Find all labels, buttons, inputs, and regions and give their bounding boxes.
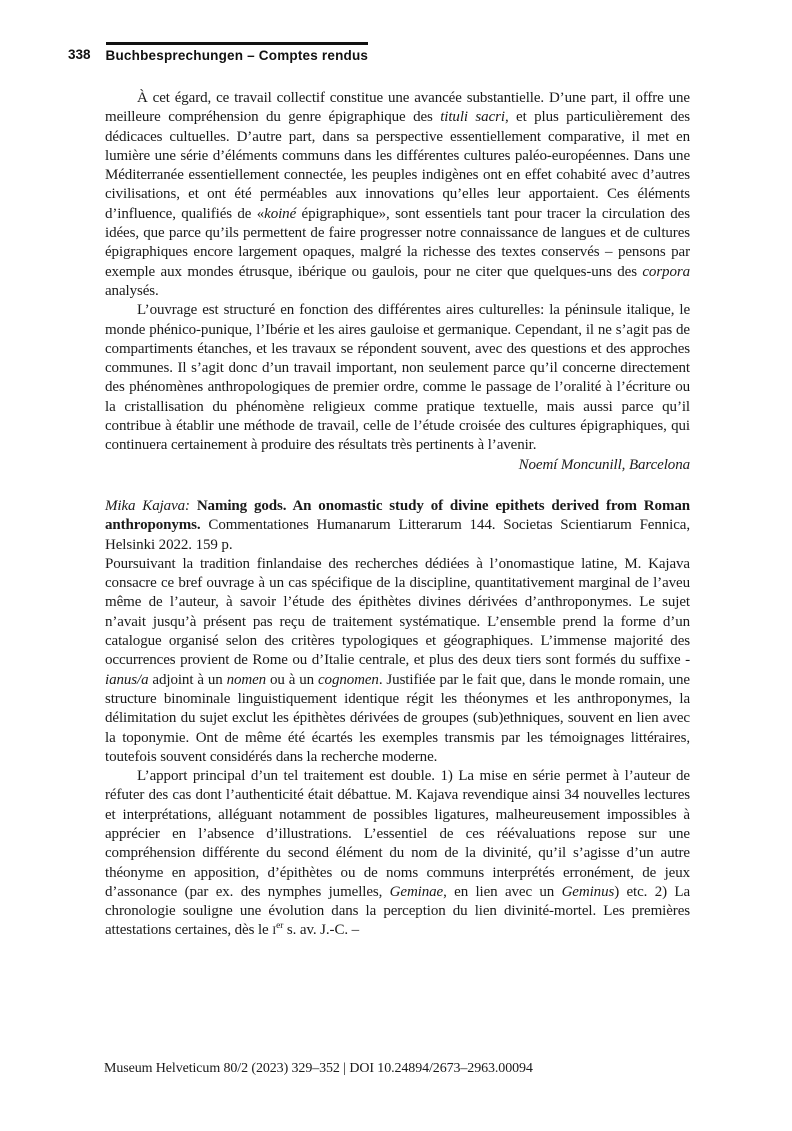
text-segment: er [276, 921, 284, 932]
review2-paragraph-1 [105, 555, 690, 767]
text-segment: L’ouvrage est structuré en fonction des différentes aires culturelles: la péninsule italique, le monde phénico-punique, l’Ibérie et les aires gauloise et germanique. Cependant, il ne s’agit pas de compartiments étanches, et les travaux se répondent souvent, avec des questions et des approches communes. Il s’agit donc d’un travail important, non seulement parce qu’il concerne directement des phénomènes anthropologiques de premier ordre, comme le passage de l’oralité à l’écriture ou la cristallisation du phénomène religieux comme pratique textuelle, mais aussi parce qu’il contribue à établir une méthode de travail, celle de l’étude croisée des cultures épigraphiques, qui continuera certainement à produire des résultats très pertinents à l’avenir. [105, 302, 690, 454]
running-head-rule [106, 42, 369, 45]
text-segment: Commentationes Humanarum Litterarum 144. Societas Scientiarum Fennica, Helsinki 2022. 159 p. [105, 517, 690, 553]
review2-heading [105, 497, 690, 555]
running-head-title: Buchbesprechungen – Comptes rendus [105, 47, 369, 63]
text-segment: ianus/a [105, 671, 149, 688]
text-segment: nomen [226, 671, 267, 688]
text-segment: ) etc. 2) La chronologie souligne une évolution dans la perception du lien divinité-mortel. Les premières attestations certaines, dès le [105, 883, 690, 939]
text-segment: adjoint à un [148, 671, 227, 688]
text-segment: L’apport principal d’un tel traitement est double. 1) La mise en série permet à l’auteur de réfuter des cas dont l’authenticité était débattue. M. Kajava revendique ainsi 34 nouvelles lectures et interprétations, alléguant notamment de possibles ligatures, malheureusement impossibles à apprécier en l’absence d’illustrations. L’essentiel de ces réévaluations repose sur une compréhension différente du second élément du nom de la divinité, qu’il s’agisse d’un autre théonyme en apposition, d’épithètes ou de noms communs interprétés erronément, de jeux d’assonance (par ex. des nymphes jumelles, [105, 768, 690, 900]
text-segment: koiné [264, 205, 297, 222]
review2-paragraph-2 [105, 767, 690, 941]
text-segment: , en lien avec un [443, 883, 562, 900]
text-segment: Geminae [389, 883, 444, 900]
text-segment: Mika Kajava: [105, 497, 197, 514]
text-segment: , et plus particulièrement des dédicaces cultuelles. D’autre part, dans sa perspective essentiellement comparative, il met en lumière une série d’éléments communs dans les différentes cultures paléo-européennes. Dans une Méditerranée essentiellement connectée, les peuples indigènes ont en effet cohabité avec d’autres civilisations, et ont été perméables aux innovations qu’elles leur apportaient. Ces éléments d’influence, qualifiés de « [105, 109, 691, 222]
text-segment: À cet égard, ce travail collectif constitue une avancée substantielle. D’une part, il offre une meilleure compréhension du genre épigraphique des [105, 90, 690, 126]
review1-signature: Noemí Moncunill, Barcelona [518, 456, 690, 473]
page-number: 338 [68, 46, 91, 62]
text-segment: Poursuivant la tradition finlandaise des recherches dédiées à l’onomastique latine, M. Kajava consacre ce bref ouvrage à un cas spécifique de la discipline, quantitativement marginal de l’aveu même de l’auteur, à savoir l’étude des épithètes divines dérivées d’anthroponymes. Le sujet n’avait jusqu’à présent pas reçu de traitement systématique. L’ensemble prend la forme d’un catalogue organisé selon des critères typologiques et géographiques. L’immense majorité des occurrences provient de Rome ou d’Italie centrale, et plus des deux tiers sont formés du suffixe - [105, 555, 690, 669]
text-segment: Naming gods. An onomastic study of divine epithets derived from Roman anthroponyms. [105, 497, 690, 534]
review1-paragraph-2 [105, 301, 690, 455]
footer-citation: Museum Helveticum 80/2 (2023) 329–352 | DOI 10.24894/2673–2963.00094 [104, 1061, 533, 1076]
page-header [68, 42, 368, 62]
text-segment: . Justifiée par le fait que, dans le monde romain, une structure binominale linguistiquement identique régit les théonymes et les anthroponymes, la délimitation du sujet exclut les épithètes dérivées de groupes (sub)ethniques, souvent en lien avec la toponymie. Ont de même été écartés les exemples transmis par les témoignages littéraires, toutefois souvent considérés dans la recherche moderne. [105, 671, 690, 765]
review1-paragraph-1 [105, 89, 690, 301]
running-head-group [106, 42, 369, 62]
text-segment: s. av. J.-C. – [283, 922, 360, 939]
text-segment: cognomen [317, 671, 379, 688]
text-segment: ou à un [266, 671, 318, 688]
text-segment: analysés. [105, 282, 159, 299]
page-footer [104, 1061, 533, 1077]
text-segment: tituli sacri [440, 109, 505, 126]
text-segment: épigraphique», sont essentiels tant pour tracer la circulation des idées, que parce qu’ils permettent de faire progresser notre connaissance de langues et de cultures épigraphiques encore largement opaques, malgré la richesse des textes conservés – pensons par exemple aux mondes étrusque, ibérique ou gaulois, pour ne citer que quelques-uns des [105, 205, 690, 280]
text-segment: I [272, 923, 277, 938]
text-segment: Geminus [561, 883, 615, 900]
page-body [105, 89, 690, 941]
text-segment: corpora [642, 263, 690, 280]
